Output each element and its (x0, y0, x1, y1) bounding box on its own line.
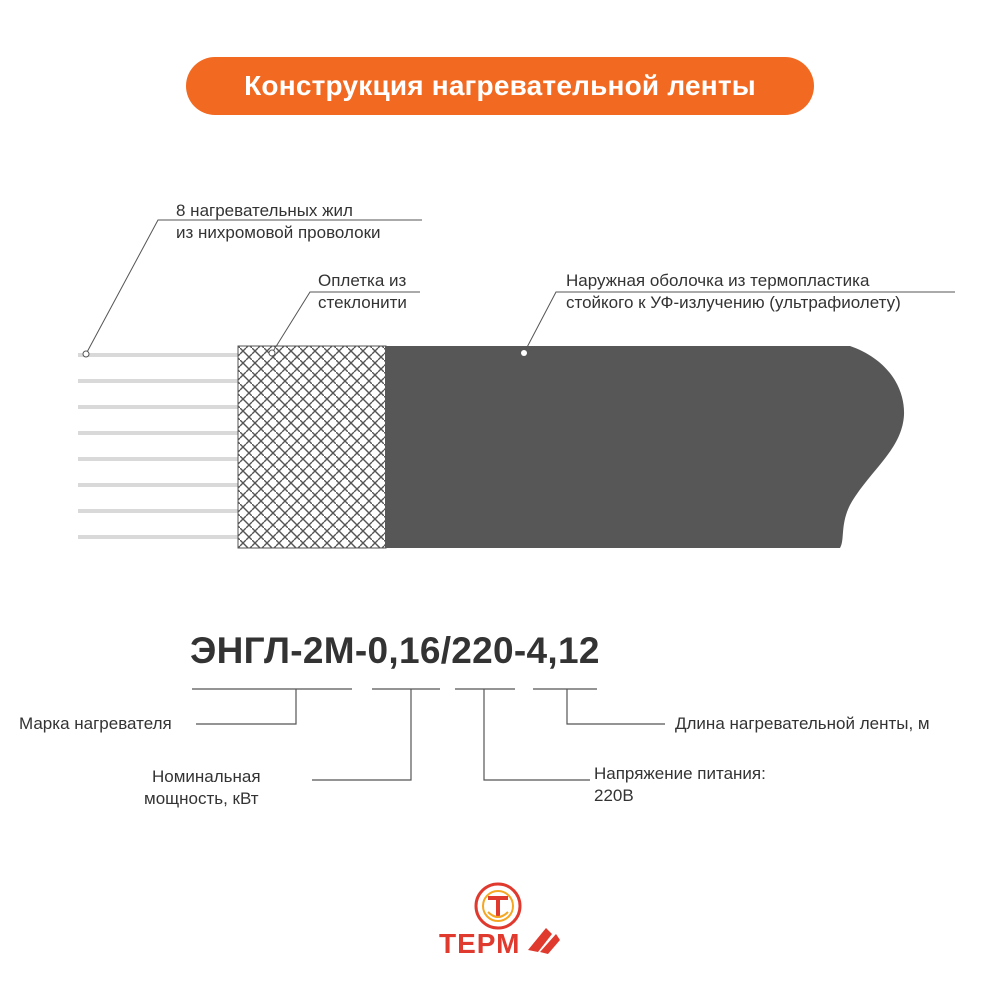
braid-leader-dot (269, 350, 275, 356)
braid-label (318, 270, 407, 314)
brand-connector (196, 689, 296, 724)
braid-label-line1: Оплетка из (318, 271, 407, 290)
cores-label-line1: 8 нагревательных жил (176, 201, 353, 220)
cores-leader-dot (83, 351, 89, 357)
power-legend (144, 766, 261, 810)
cores-label (176, 200, 381, 244)
sheath-label (566, 270, 901, 314)
length-legend: Длина нагревательной ленты, м (675, 714, 930, 733)
sheath-leader-dot (521, 350, 527, 356)
outer-sheath (385, 346, 904, 548)
length-connector (567, 689, 665, 724)
power-connector (312, 689, 411, 780)
glass-fiber-braid (238, 346, 386, 548)
voltage-legend-line1: Напряжение питания: (594, 764, 766, 783)
cores-label-line2: из нихромовой проволоки (176, 223, 381, 242)
sheath-label-line1: Наружная оболочка из термопластика (566, 271, 870, 290)
page-title: Конструкция нагревательной ленты (244, 70, 756, 101)
power-legend-line2: мощность, кВт (144, 789, 259, 808)
voltage-legend-line2: 220В (594, 786, 634, 805)
brand-legend: Марка нагревателя (19, 714, 172, 733)
voltage-connector (484, 689, 590, 780)
power-legend-line1: Номинальная (152, 767, 261, 786)
logo-wordmark: ТЕРМ (439, 928, 521, 959)
sheath-label-line2: стойкого к УФ-излучению (ультрафиолету) (566, 293, 901, 312)
product-code: ЭНГЛ-2М-0,16/220-4,12 (190, 630, 600, 671)
voltage-legend (594, 763, 766, 807)
heating-cores (78, 355, 240, 537)
braid-label-line2: стеклонити (318, 293, 407, 312)
